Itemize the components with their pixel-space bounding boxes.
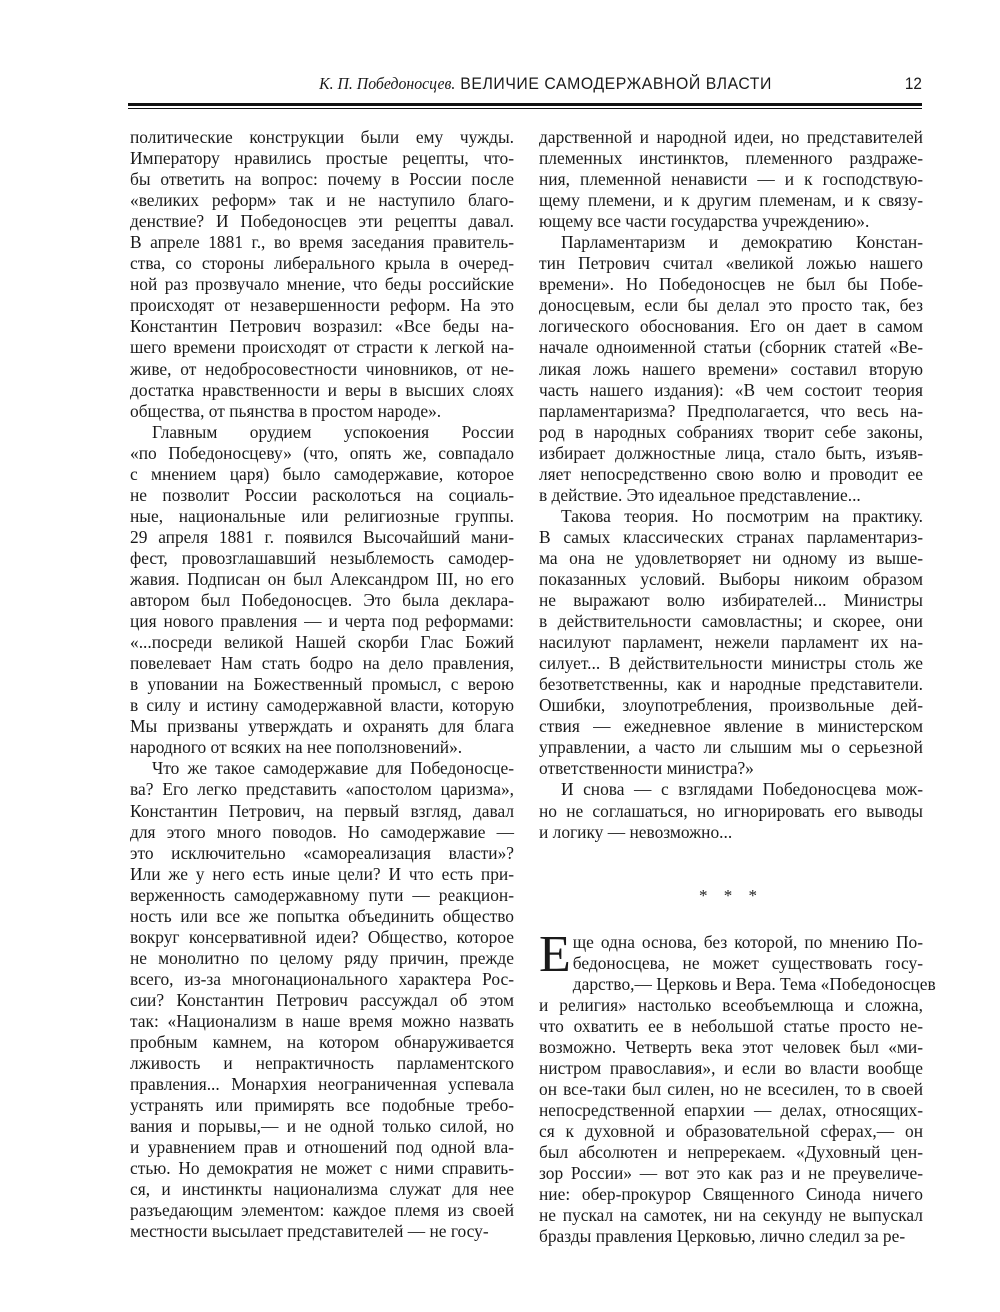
text-line: показанных условий. Выборы никоим образом <box>539 568 923 589</box>
text-line: и уравнением прав и отношений под одной вла- <box>130 1137 514 1158</box>
text-line: не выражают волю избирателей... Министры <box>539 590 923 611</box>
text-line: часть нашего издания): «В чем состоит теория <box>539 379 923 400</box>
text-line: происходят от незавершенности реформ. На это <box>130 295 514 316</box>
text-line: ва? Его легко представить «апостолом царизма», <box>130 779 514 800</box>
drop-cap-letter: Е <box>539 925 571 983</box>
text-line: местности высылает представителей — не госу- <box>130 1221 489 1242</box>
text-line: народного от всяких на нее поползновений». <box>130 737 463 758</box>
paragraph <box>130 758 514 1242</box>
text-line: жавия. Подписан он был Александром III, но его <box>130 568 514 589</box>
text-line: Парламентаризм и демократию Констан- <box>561 232 923 253</box>
text-line: ляет непосредственно свою волю и проводит ее <box>539 463 923 484</box>
text-line: ответственности министра?» <box>539 758 754 779</box>
text-line: лживость и непрактичность парламентского <box>130 1053 514 1074</box>
right-column <box>539 127 936 1247</box>
text-line: ства, со стороны либерального крыла в очеред- <box>130 253 514 274</box>
text-line: ликая ложь нашего времени» составил вторую <box>539 358 923 379</box>
text-line: щему племени, и к другим племенам, и к связу- <box>539 190 923 211</box>
text-line: достатка нравственности и веры в высших слоях <box>130 379 514 400</box>
paragraph <box>539 127 923 232</box>
text-line: логического обоснования. Его он дает в самом <box>539 316 923 337</box>
text-line: ще одна основа, без которой, по мнению По- <box>572 931 923 952</box>
text-line: политические конструкции были ему чужды. <box>130 127 514 147</box>
text-line: Мы призваны утверждать и охранять для блага <box>130 716 514 737</box>
text-line: ся, и инстинкты национализма служат для нее <box>130 1179 514 1200</box>
text-line: Константин Петрович, на первый взгляд, давал <box>130 800 514 821</box>
text-line: это исключительно «самореализация власти»? <box>130 842 514 863</box>
text-line: возможно. Четверть века этот человек был «ми- <box>539 1036 923 1057</box>
header-author: К. П. Победоносцев. <box>319 74 456 93</box>
text-line: так: «Национализм в наше время можно назвать <box>130 1010 514 1031</box>
header-title <box>319 74 772 94</box>
header-article-title: ВЕЛИЧИЕ САМОДЕРЖАВНОЙ ВЛАСТИ <box>460 74 772 93</box>
text-line: всего, из-за многонационального характера Рос- <box>130 968 514 989</box>
text-line: автором был Победоносцев. Это была деклара- <box>130 590 514 611</box>
text-line: дарство,— Церковь и Вера. Тема «Победоносцев <box>572 973 936 994</box>
text-line: для этого много поводов. Но самодержавие — <box>130 821 514 842</box>
text-line: не монолитно по целому ряду причин, прежде <box>130 947 514 968</box>
text-line: «великих реформ» так и не наступило благо- <box>130 190 514 211</box>
paragraph <box>539 232 923 506</box>
text-line: род в народных собраниях творит себе законы, <box>539 421 923 442</box>
text-line: он все-таки был силен, но не всесилен, то в своей <box>539 1078 923 1099</box>
text-line: силует... В действительности министры столь же <box>539 653 923 674</box>
text-line: вокруг консервативной идеи? Общество, которое <box>130 926 514 947</box>
text-line: верженность самодержавному пути — реакцион- <box>130 884 514 905</box>
text-line: дарственной и народной идеи, но представителей <box>539 127 923 147</box>
text-line: фест, провозглашавший незыблемость самодер- <box>130 547 514 568</box>
text-line: управлении, а часто ли слышим мы о серьезной <box>539 737 923 758</box>
paragraph <box>539 779 923 842</box>
text-line: ные, национальные или религиозные группы. <box>130 505 514 526</box>
text-line: стью. Но демократия не может с ними справить- <box>130 1158 514 1179</box>
text-line: ся к духовной и образовательной сферах,— он <box>539 1121 923 1142</box>
text-line: Или же у него есть иные цели? И что есть при- <box>130 863 514 884</box>
text-line: Что же такое самодержавие для Победоносце- <box>152 758 514 779</box>
text-line: Императору нравились простые рецепты, что- <box>130 148 514 169</box>
text-line: но не соглашаться, но игнорировать его выводы <box>539 800 923 821</box>
text-line: повелевает Нам стать бодро на дело правления, <box>130 653 514 674</box>
text-line: шего времени происходят от страсти к легкой на- <box>130 337 514 358</box>
text-line: 29 апреля 1881 г. появился Высочайший мани- <box>130 526 514 547</box>
text-line: Ошибки, злоупотребления, произвольные дей- <box>539 695 923 716</box>
text-line: в действие. Это идеальное представление... <box>539 484 861 505</box>
text-line: непосредственной епархии — делах, относящих- <box>539 1099 923 1120</box>
text-line: общества, от пьянства в простом народе». <box>130 400 442 421</box>
header-rule-thin <box>128 108 922 109</box>
dropcap-paragraph <box>539 925 936 1248</box>
header-rule-thick <box>128 103 922 106</box>
text-line: не позволит России расколоться на социаль- <box>130 484 514 505</box>
running-header <box>128 74 922 98</box>
text-line: нистром православия», и если во власти вообще <box>539 1057 923 1078</box>
text-line: бразды правления Церковью, лично следил за ре- <box>539 1226 906 1247</box>
text-line: Константин Петрович возразил: «Все беды на- <box>130 316 514 337</box>
text-line: ность или все же попытка объединить общество <box>130 905 514 926</box>
paragraph <box>130 422 514 759</box>
text-line: не пускал на самотек, ни на секунду не выпускал <box>539 1205 923 1226</box>
section-break-asterisks: * * * <box>699 885 763 905</box>
text-line: бы ответить на вопрос: почему в России после <box>130 169 514 190</box>
text-line: начале одноименной статьи (сборник статей «Ве- <box>539 337 923 358</box>
text-line: разъедающим элементом: каждое племя из своей <box>130 1200 514 1221</box>
paragraph <box>130 127 514 422</box>
text-line: с мнением царя) было самодержавие, которое <box>130 463 514 484</box>
text-line: правления... Монархия неограниченная успевала <box>130 1074 514 1095</box>
page-number: 12 <box>904 74 922 93</box>
text-line: в уповании на Божественный промысл, с верою <box>130 674 514 695</box>
text-line: безответственны, как и народные представители. <box>539 674 923 695</box>
text-line: бедоносцева, не может существовать госу- <box>572 952 923 973</box>
text-line: Такова теория. Но посмотрим на практику. <box>561 505 923 526</box>
text-line: ция нового правления — и черта под реформами: <box>130 611 514 632</box>
text-line: «по Победоносцеву» (что, опять же, совпадало <box>130 442 514 463</box>
text-line: «...посреди великой Нашей скорби Глас Божий <box>130 632 514 653</box>
text-line: насилуют парламент, нежели парламент их на- <box>539 632 923 653</box>
text-line: тин Петрович считал «великой ложью нашего <box>539 253 923 274</box>
text-line: пробным камнем, на котором обнаруживается <box>130 1032 514 1053</box>
text-line: парламентаризма? Предполагается, что весь на- <box>539 400 923 421</box>
text-line: зор России» — вот это как раз и не преувеличе- <box>539 1163 923 1184</box>
text-line: избирает должностные лица, стало быть, изъяв- <box>539 442 923 463</box>
text-line: в силу и истину самодержавной власти, которую <box>130 695 514 716</box>
left-column <box>130 127 514 1242</box>
text-line: В апреле 1881 г., во время заседания правитель- <box>130 232 514 253</box>
text-line: денствие? И Победоносцев эти рецепты давал. <box>130 211 514 232</box>
text-line: устранять или примирять все подобные требо- <box>130 1095 514 1116</box>
text-line: И снова — с взглядами Победоносцева мож- <box>561 779 923 800</box>
text-line: ма она не удовлетворяет ни одному из выше- <box>539 547 923 568</box>
paragraph <box>539 506 923 780</box>
text-line: ния, племенной ненависти — и к господствую- <box>539 169 923 190</box>
text-line: вания и порывы,— и не одной только силой, но <box>130 1116 514 1137</box>
text-line: доносцевым, если бы делал это просто так, без <box>539 295 923 316</box>
text-line: времени». Но Победоносцев не был бы Побе- <box>539 274 923 295</box>
text-line: был абсолютен и непререкаем. «Духовный цен- <box>539 1142 923 1163</box>
text-line: ствия — ежедневное явление в министерском <box>539 716 923 737</box>
text-line: и религия» настолько всеобъемлюща и сложна, <box>539 994 923 1015</box>
text-line: ной раз прозвучало мнение, что беды российские <box>130 274 514 295</box>
text-line: живе, от недобросовестности чиновников, от не- <box>130 358 514 379</box>
text-line: и логику — невозможно... <box>539 821 733 842</box>
text-line: в действительности самовластны; и скорее, они <box>539 611 923 632</box>
text-line: племенных инстинктов, племенного раздраже- <box>539 148 923 169</box>
text-line: В самых классических странах парламентариз- <box>539 526 923 547</box>
text-line: ющему все части государства учреждению». <box>539 211 870 232</box>
text-line: Главным орудием успокоения России <box>152 421 514 442</box>
text-line: сии? Константин Петрович рассуждал об этом <box>130 989 514 1010</box>
text-line: ние: обер-прокурор Священного Синода ничего <box>539 1184 923 1205</box>
text-line: что охватить ее в небольшой статье просто не- <box>539 1015 923 1036</box>
